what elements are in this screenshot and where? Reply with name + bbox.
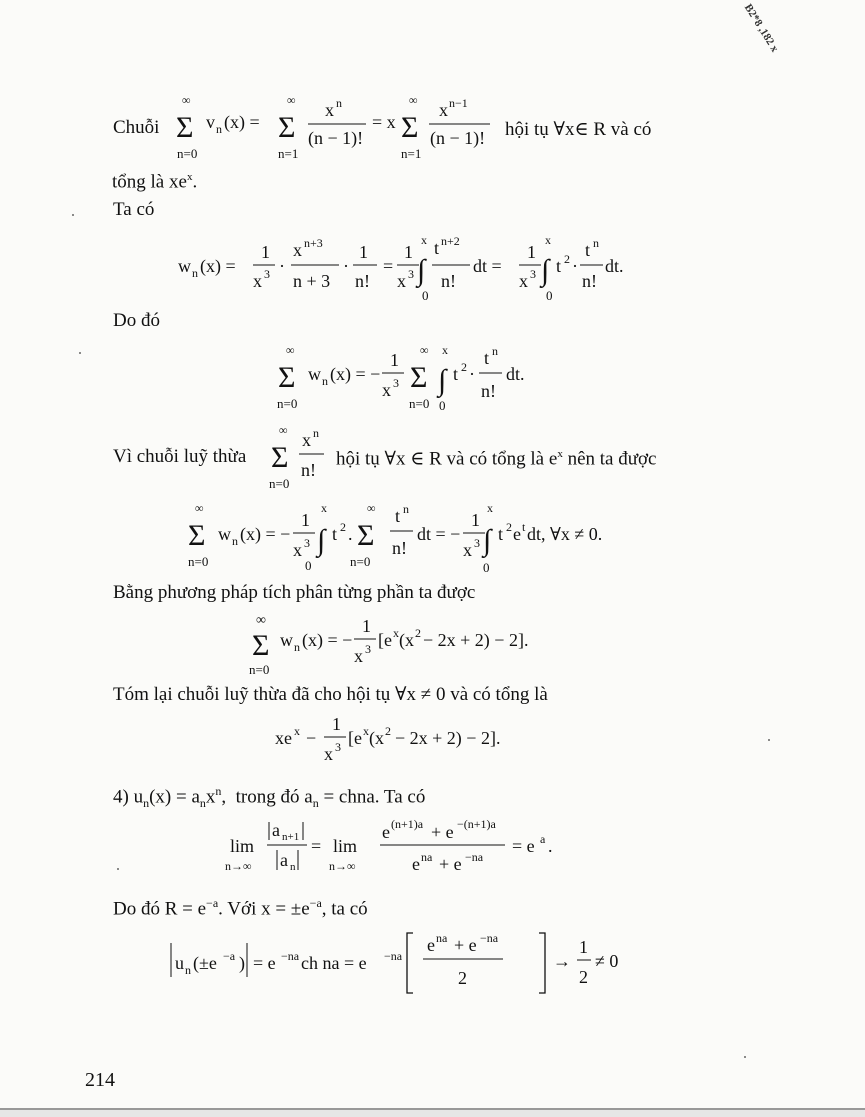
corner-stamp: B2*8 ,182 x bbox=[741, 2, 781, 55]
svg-text:n=0: n=0 bbox=[177, 146, 198, 161]
svg-text:n+1: n+1 bbox=[282, 831, 300, 843]
svg-text:n!: n! bbox=[582, 271, 597, 291]
svg-text:(x) = −: (x) = − bbox=[330, 364, 381, 384]
equation-vn-series bbox=[170, 92, 500, 167]
svg-text:e: e bbox=[412, 854, 420, 874]
page-number: 214 bbox=[85, 1069, 115, 1091]
svg-text:(x: (x bbox=[399, 630, 414, 650]
text-do-do: Do đó bbox=[113, 310, 160, 331]
svg-text:3: 3 bbox=[264, 267, 270, 281]
svg-text:.: . bbox=[548, 836, 553, 856]
scan-speck bbox=[117, 868, 119, 870]
svg-text:= e: = e bbox=[512, 836, 535, 856]
svg-text:n=0: n=0 bbox=[249, 662, 270, 677]
svg-text:3: 3 bbox=[530, 267, 536, 281]
svg-text:n=1: n=1 bbox=[401, 146, 422, 161]
svg-text:x: x bbox=[294, 724, 300, 738]
equation-exp-series bbox=[266, 422, 336, 492]
scan-speck bbox=[744, 1056, 746, 1058]
svg-text:∞: ∞ bbox=[256, 613, 266, 628]
svg-text:a: a bbox=[540, 832, 546, 846]
svg-text:−na: −na bbox=[465, 850, 484, 864]
svg-text:− 2x + 2) − 2].: − 2x + 2) − 2]. bbox=[395, 728, 501, 748]
svg-text:dt.: dt. bbox=[605, 256, 624, 276]
svg-text:n!: n! bbox=[392, 538, 407, 558]
svg-text:Σ: Σ bbox=[252, 629, 270, 662]
svg-text:−a: −a bbox=[223, 949, 236, 963]
svg-text:+ e: + e bbox=[454, 935, 477, 955]
svg-text:∫: ∫ bbox=[483, 524, 492, 557]
svg-text:∞: ∞ bbox=[279, 423, 288, 437]
svg-text:n!: n! bbox=[441, 271, 456, 291]
svg-text:1: 1 bbox=[359, 242, 368, 262]
svg-text:x: x bbox=[463, 540, 472, 560]
svg-text:·: · bbox=[343, 256, 349, 276]
text-do-do-R: Do đó $R = e^{-a}$. Với $x = \pm e^{-a}$, ta có bbox=[113, 896, 368, 920]
text-vi-chuoi: Vì chuỗi luỹ thừa bbox=[113, 446, 247, 467]
svg-text:0: 0 bbox=[546, 288, 553, 303]
svg-text:+ e: + e bbox=[439, 854, 462, 874]
svg-text:1: 1 bbox=[261, 242, 270, 262]
svg-text:n!: n! bbox=[301, 460, 316, 480]
svg-text:1: 1 bbox=[390, 350, 399, 370]
svg-text:x: x bbox=[439, 100, 448, 120]
svg-text:∞: ∞ bbox=[367, 501, 376, 515]
svg-text:2: 2 bbox=[340, 520, 346, 534]
text-tong-la: tổng là $xe^x$. bbox=[112, 171, 198, 193]
svg-text:n+3: n+3 bbox=[304, 236, 323, 250]
text-chuoi-tail: hội tụ ∀x∈ R và có bbox=[505, 119, 652, 140]
svg-text:n=0: n=0 bbox=[269, 476, 290, 491]
text-vi-chuoi-tail: hội tụ ∀x ∈ R và có tổng là $e^x$ nên ta được bbox=[336, 448, 657, 470]
svg-text:= e: = e bbox=[253, 953, 276, 973]
svg-text:n−1: n−1 bbox=[449, 96, 468, 110]
svg-text:∞: ∞ bbox=[409, 93, 418, 107]
svg-text:1: 1 bbox=[404, 242, 413, 262]
svg-text:x: x bbox=[324, 744, 333, 764]
svg-text:2: 2 bbox=[458, 968, 467, 988]
svg-text:x: x bbox=[519, 271, 528, 291]
svg-text:∫: ∫ bbox=[317, 524, 326, 557]
svg-text:n→∞: n→∞ bbox=[225, 859, 252, 873]
svg-text:t: t bbox=[522, 520, 526, 534]
svg-text:n: n bbox=[492, 344, 498, 358]
svg-text:−na: −na bbox=[281, 949, 300, 963]
svg-text:1: 1 bbox=[301, 510, 310, 530]
svg-text:∞: ∞ bbox=[420, 343, 429, 357]
equation-total-sum bbox=[272, 712, 542, 770]
svg-text:n: n bbox=[232, 534, 238, 548]
svg-text:Σ: Σ bbox=[271, 441, 289, 474]
svg-text:dt, ∀x ≠ 0.: dt, ∀x ≠ 0. bbox=[527, 524, 603, 544]
equation-ratio-limit bbox=[225, 812, 595, 877]
svg-text:∫: ∫ bbox=[541, 254, 550, 287]
svg-text:x: x bbox=[382, 380, 391, 400]
svg-text:3: 3 bbox=[335, 740, 341, 754]
svg-text:n: n bbox=[313, 426, 319, 440]
svg-text:lim: lim bbox=[333, 836, 358, 856]
svg-text:=: = bbox=[311, 836, 322, 856]
svg-text:w: w bbox=[280, 630, 293, 650]
svg-text:·: · bbox=[469, 364, 475, 384]
svg-text:= x: = x bbox=[372, 112, 396, 132]
svg-text:u: u bbox=[175, 953, 184, 973]
svg-text:1: 1 bbox=[332, 714, 341, 734]
svg-text:n: n bbox=[192, 266, 198, 280]
text-tom-lai: Tóm lại chuỗi luỹ thừa đã cho hội tụ ∀x ≠ 0 và có tổng là bbox=[113, 684, 548, 705]
svg-text:3: 3 bbox=[304, 536, 310, 550]
equation-sum-wn-1 bbox=[272, 342, 542, 417]
svg-text:.: . bbox=[348, 524, 353, 544]
svg-text:x: x bbox=[421, 233, 427, 247]
svg-text:(x) =: (x) = bbox=[224, 112, 260, 132]
svg-text:∞: ∞ bbox=[195, 501, 204, 515]
svg-text:(n+1)a: (n+1)a bbox=[391, 817, 424, 831]
equation-un-bound bbox=[165, 925, 635, 997]
svg-text:2: 2 bbox=[579, 967, 588, 987]
svg-text:t: t bbox=[453, 364, 459, 384]
svg-text:e: e bbox=[513, 524, 521, 544]
svg-text:2: 2 bbox=[461, 360, 467, 374]
svg-text:n!: n! bbox=[481, 381, 496, 401]
svg-text:t: t bbox=[585, 240, 591, 260]
svg-text:∞: ∞ bbox=[287, 93, 296, 107]
svg-text:x: x bbox=[397, 271, 406, 291]
svg-text:x: x bbox=[487, 501, 493, 515]
svg-text:−na: −na bbox=[384, 949, 403, 963]
svg-text:− 2x + 2) − 2].: − 2x + 2) − 2]. bbox=[423, 630, 529, 650]
svg-text:1: 1 bbox=[362, 616, 371, 636]
scan-speck bbox=[79, 352, 81, 354]
svg-text:Σ: Σ bbox=[176, 111, 194, 144]
svg-text:x: x bbox=[393, 626, 399, 640]
svg-text:Σ: Σ bbox=[357, 519, 375, 552]
svg-text:t: t bbox=[395, 506, 401, 526]
svg-text:·: · bbox=[279, 256, 285, 276]
svg-text:Σ: Σ bbox=[401, 111, 419, 144]
text-chuoi: Chuỗi bbox=[113, 117, 160, 138]
scan-speck bbox=[72, 214, 74, 216]
svg-text:(x: (x bbox=[369, 728, 384, 748]
svg-text:(±e: (±e bbox=[193, 953, 217, 973]
svg-text:−na: −na bbox=[480, 931, 499, 945]
svg-text:n=0: n=0 bbox=[277, 396, 298, 411]
svg-text:−: − bbox=[306, 728, 317, 748]
svg-text:3: 3 bbox=[393, 376, 399, 390]
text-ta-co: Ta có bbox=[113, 199, 155, 220]
svg-text:xe: xe bbox=[275, 728, 292, 748]
svg-text:dt.: dt. bbox=[506, 364, 525, 384]
svg-text:t: t bbox=[484, 348, 490, 368]
svg-text:3: 3 bbox=[365, 642, 371, 656]
svg-text:n→∞: n→∞ bbox=[329, 859, 356, 873]
svg-text:t: t bbox=[332, 524, 338, 544]
text-item4: 4) $u_n(x) = a_nx^n$, trong đó $a_n$ = chna. Ta có bbox=[113, 784, 426, 811]
svg-text:w: w bbox=[308, 364, 321, 384]
svg-text:Σ: Σ bbox=[410, 361, 428, 394]
svg-text:+ e: + e bbox=[431, 822, 454, 842]
svg-text:n=0: n=0 bbox=[350, 554, 371, 569]
svg-text:2: 2 bbox=[506, 520, 512, 534]
svg-text:dt =: dt = bbox=[473, 256, 502, 276]
svg-text:∞: ∞ bbox=[182, 93, 191, 107]
svg-text:x: x bbox=[354, 646, 363, 666]
svg-text:n=0: n=0 bbox=[188, 554, 209, 569]
svg-text:a: a bbox=[280, 850, 288, 870]
svg-text:t: t bbox=[556, 256, 562, 276]
svg-text:na: na bbox=[421, 850, 433, 864]
svg-text:x: x bbox=[253, 271, 262, 291]
svg-text:Σ: Σ bbox=[278, 361, 296, 394]
svg-text:(x) = −: (x) = − bbox=[302, 630, 353, 650]
svg-text:→: → bbox=[553, 951, 571, 971]
svg-text:n: n bbox=[322, 374, 328, 388]
equation-sum-wn-3 bbox=[246, 610, 576, 678]
svg-text:x: x bbox=[302, 430, 311, 450]
svg-text:[e: [e bbox=[378, 630, 392, 650]
text-bang-pp: Bằng phương pháp tích phân từng phần ta được bbox=[113, 582, 476, 603]
svg-text:na: na bbox=[436, 931, 448, 945]
svg-text:n: n bbox=[403, 502, 409, 516]
svg-text:2: 2 bbox=[415, 626, 421, 640]
svg-text:n!: n! bbox=[355, 271, 370, 291]
equation-wn bbox=[175, 232, 645, 307]
svg-text:n: n bbox=[216, 122, 222, 136]
svg-text:(n − 1)!: (n − 1)! bbox=[308, 128, 364, 148]
svg-text:v: v bbox=[206, 112, 215, 132]
svg-text:e: e bbox=[382, 822, 390, 842]
svg-text:x: x bbox=[363, 724, 369, 738]
svg-text:x: x bbox=[545, 233, 551, 247]
svg-text:∫: ∫ bbox=[417, 254, 426, 287]
svg-text:0: 0 bbox=[422, 288, 429, 303]
svg-text:ch na = e: ch na = e bbox=[301, 953, 367, 973]
svg-text:1: 1 bbox=[579, 937, 588, 957]
svg-text:3: 3 bbox=[474, 536, 480, 550]
svg-text:e: e bbox=[427, 935, 435, 955]
svg-text:x: x bbox=[293, 240, 302, 260]
svg-text:−(n+1)a: −(n+1)a bbox=[457, 817, 496, 831]
svg-text:2: 2 bbox=[564, 252, 570, 266]
svg-text:1: 1 bbox=[471, 510, 480, 530]
svg-text:n=0: n=0 bbox=[409, 396, 430, 411]
svg-text:n + 3: n + 3 bbox=[293, 271, 331, 291]
svg-text:2: 2 bbox=[385, 724, 391, 738]
svg-text:[e: [e bbox=[348, 728, 362, 748]
svg-text:Σ: Σ bbox=[188, 519, 206, 552]
svg-text:x: x bbox=[442, 343, 448, 357]
svg-text:x: x bbox=[293, 540, 302, 560]
svg-text:x: x bbox=[325, 100, 334, 120]
svg-text:(x) =: (x) = bbox=[200, 256, 236, 276]
equation-sum-wn-2 bbox=[185, 500, 645, 575]
svg-text:n+2: n+2 bbox=[441, 234, 460, 248]
svg-text:n: n bbox=[294, 640, 300, 654]
svg-text:n=1: n=1 bbox=[278, 146, 299, 161]
svg-text:t: t bbox=[434, 238, 440, 258]
svg-text:∞: ∞ bbox=[286, 343, 295, 357]
svg-text:a: a bbox=[272, 820, 280, 840]
svg-text:w: w bbox=[178, 256, 191, 276]
svg-text:(n − 1)!: (n − 1)! bbox=[430, 128, 486, 148]
scan-speck bbox=[768, 739, 770, 741]
svg-text:1: 1 bbox=[527, 242, 536, 262]
svg-text:n: n bbox=[593, 236, 599, 250]
svg-text:0: 0 bbox=[483, 560, 490, 575]
svg-text:n: n bbox=[336, 96, 342, 110]
svg-text:(x) = −: (x) = − bbox=[240, 524, 291, 544]
svg-text:w: w bbox=[218, 524, 231, 544]
svg-text:·: · bbox=[572, 256, 578, 276]
svg-text:n: n bbox=[185, 963, 191, 977]
svg-text:): ) bbox=[239, 953, 245, 973]
svg-text:dt = −: dt = − bbox=[417, 524, 461, 544]
svg-text:≠ 0: ≠ 0 bbox=[595, 951, 619, 971]
scan-footer-band bbox=[0, 1110, 865, 1117]
svg-text:Σ: Σ bbox=[278, 111, 296, 144]
svg-text:lim: lim bbox=[230, 836, 255, 856]
svg-text:0: 0 bbox=[439, 398, 446, 413]
svg-text:3: 3 bbox=[408, 267, 414, 281]
svg-text:x: x bbox=[321, 501, 327, 515]
svg-text:0: 0 bbox=[305, 558, 312, 573]
svg-text:t: t bbox=[498, 524, 504, 544]
svg-text:∫: ∫ bbox=[438, 364, 447, 397]
svg-text:=: = bbox=[383, 256, 394, 276]
svg-text:n: n bbox=[290, 861, 296, 873]
